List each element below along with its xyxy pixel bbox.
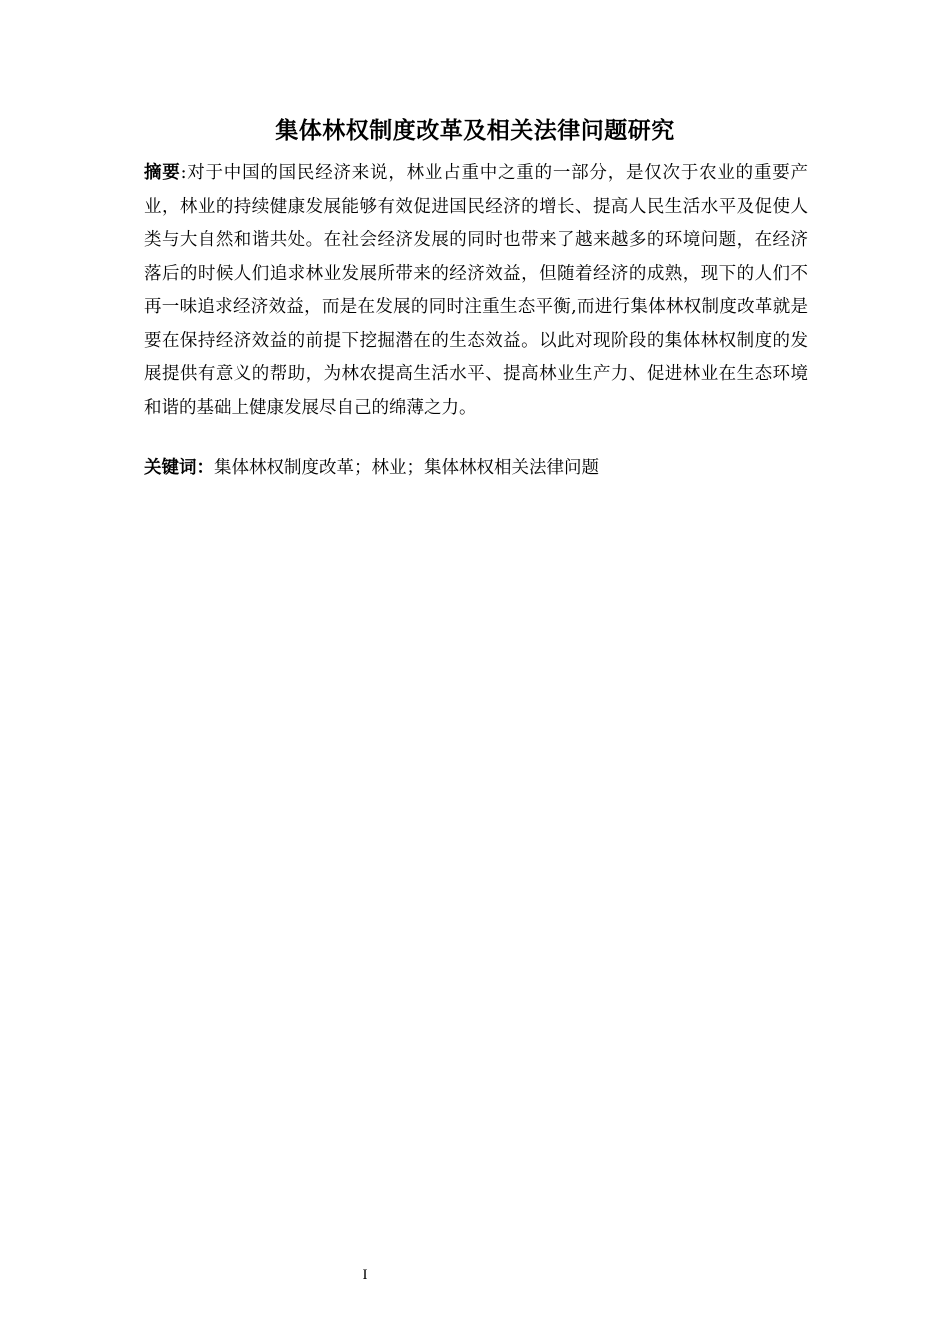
keywords-separator: ：	[196, 458, 214, 478]
abstract-paragraph	[144, 157, 808, 425]
abstract-text: 对于中国的国民经济来说，林业占重中之重的一部分，是仅次于农业的重要产业，林业的持续健康发展能够有效促进国民经济的增长、提高人民生活水平及促使人类与大自然和谐共处。在社会经济发展的同时也带来了越来越多的环境问题，在经济落后的时候人们追求林业发展所带来的经济效益，但随着经济的成熟，现下的人们不再一味追求经济效益，而是在发展的同时注重生态平衡,而进行集体林权制度改革就是要在保持经济效益的前提下挖掘潜在的生态效益。以此对现阶段的集体林权制度的发展提供有意义的帮助，为林农提高生活水平、提高林业生产力、促进林业在生态环境和谐的基础上健康发展尽自己的绵薄之力。	[144, 163, 808, 418]
document-title: 集体林权制度改革及相关法律问题研究	[275, 118, 675, 144]
keywords-label: 关键词	[144, 458, 197, 478]
page-number: I	[362, 1267, 368, 1283]
abstract-label: 摘要	[144, 163, 181, 183]
abstract-separator: :	[180, 163, 187, 183]
keywords-line	[144, 452, 808, 486]
keywords-text: 集体林权制度改革；林业；集体林权相关法律问题	[214, 458, 599, 478]
